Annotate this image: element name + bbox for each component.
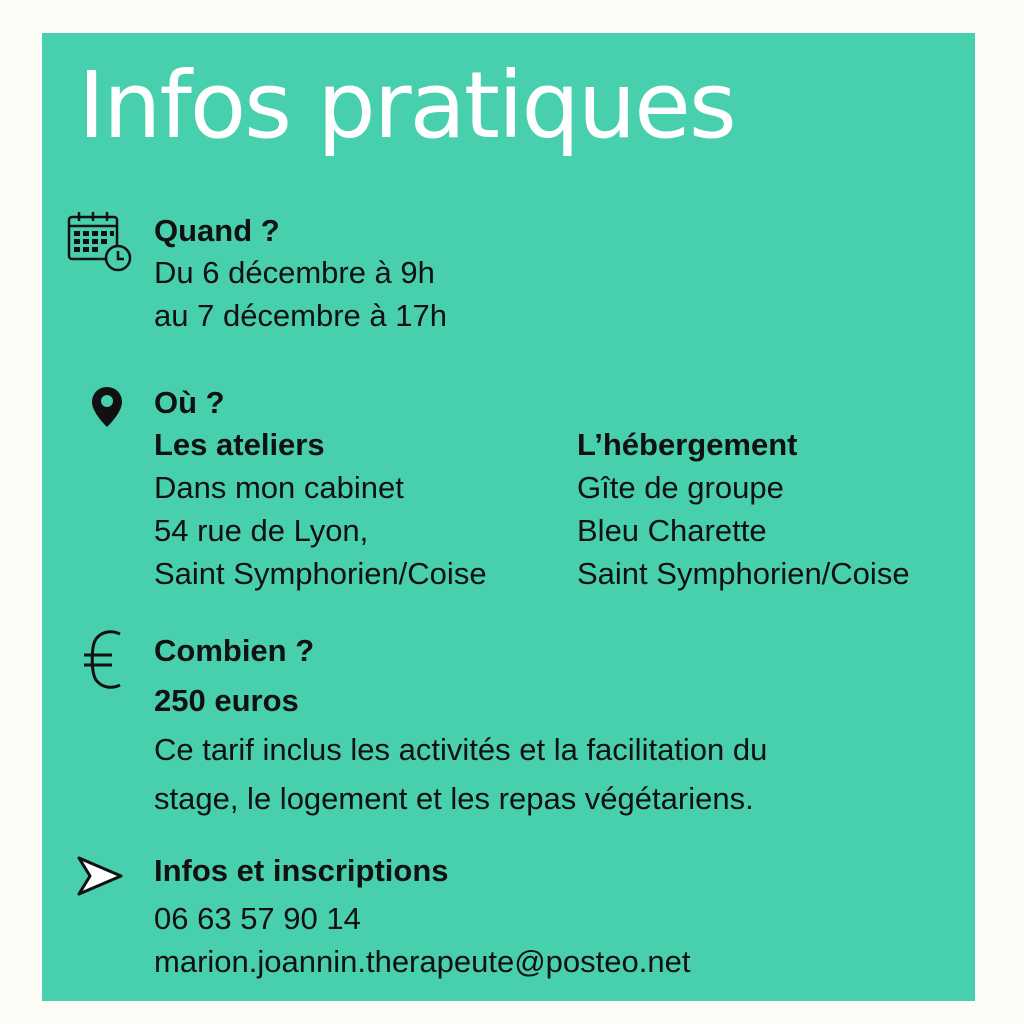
price-description-line-1: Ce tarif inclus les activités et la facilitation du <box>154 732 768 767</box>
map-pin-icon <box>90 385 124 429</box>
when-line-2: au 7 décembre à 17h <box>154 298 447 333</box>
workshops-line-2: 54 rue de Lyon, <box>154 513 369 548</box>
contact-section <box>154 851 690 983</box>
lodging-column <box>577 423 910 595</box>
workshops-column <box>154 423 487 595</box>
when-heading: Quand ? <box>154 213 280 248</box>
send-arrow-icon <box>76 855 124 897</box>
lodging-line-1: Gîte de groupe <box>577 470 784 505</box>
workshops-line-1: Dans mon cabinet <box>154 470 404 505</box>
info-card <box>42 33 975 1001</box>
when-line-1: Du 6 décembre à 9h <box>154 255 435 290</box>
lodging-line-2: Bleu Charette <box>577 513 767 548</box>
price-heading: Combien ? <box>154 633 315 668</box>
price-description-line-2: stage, le logement et les repas végétariens. <box>154 781 754 816</box>
price-section <box>154 631 767 823</box>
where-heading: Où ? <box>154 385 225 420</box>
workshops-line-3: Saint Symphorien/Coise <box>154 556 487 591</box>
when-section <box>154 211 447 337</box>
where-section <box>154 383 974 603</box>
contact-email[interactable]: marion.joannin.therapeute@posteo.net <box>154 944 691 979</box>
lodging-heading: L’hébergement <box>577 427 798 462</box>
euro-icon <box>82 629 126 691</box>
price-amount: 250 euros <box>154 683 299 718</box>
lodging-line-3: Saint Symphorien/Coise <box>577 556 910 591</box>
page-title: Infos pratiques <box>78 52 735 159</box>
contact-phone[interactable]: 06 63 57 90 14 <box>154 901 361 936</box>
calendar-clock-icon <box>66 211 132 273</box>
contact-heading: Infos et inscriptions <box>154 853 449 888</box>
workshops-heading: Les ateliers <box>154 427 325 462</box>
